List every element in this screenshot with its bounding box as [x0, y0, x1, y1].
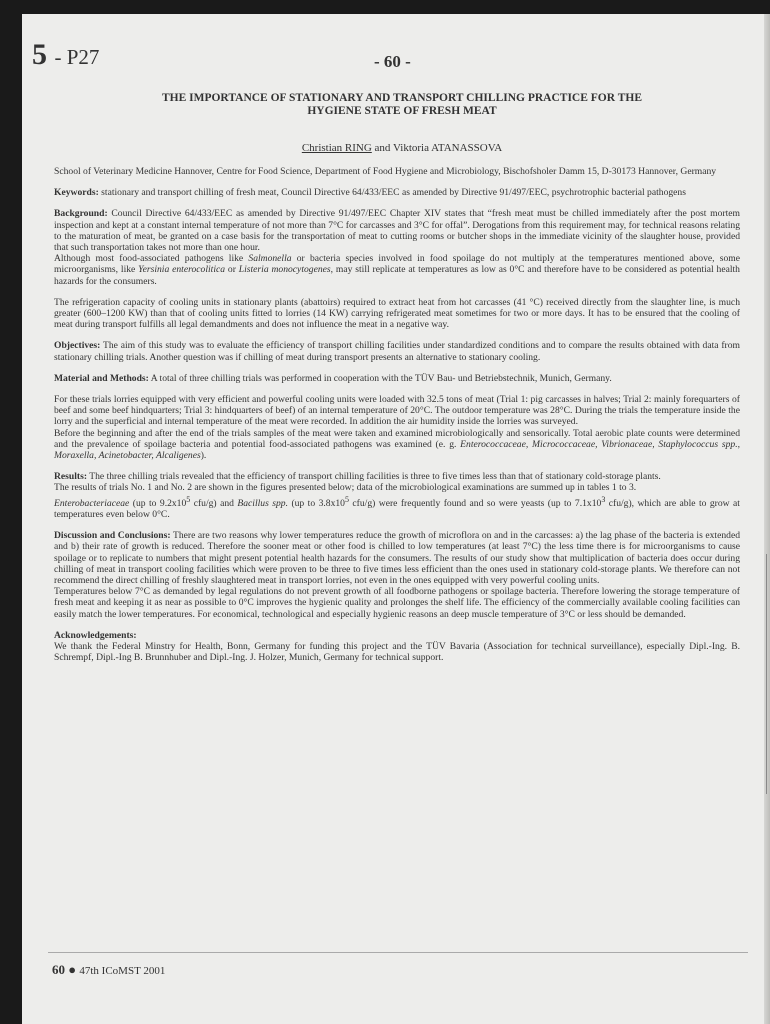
results-text-3d: cfu/g) were frequently found and so were yeasts (up to 7.1x10: [348, 497, 602, 509]
ack-label: Acknowledgements:: [54, 629, 137, 641]
title-line-1: THE IMPORTANCE OF STATIONARY AND TRANSPORT CHILLING PRACTICE FOR THE: [161, 92, 643, 104]
discussion-label: Discussion and Conclusions:: [54, 530, 171, 542]
discussion-text-1: There are two reasons why lower temperatures reduce the growth of microflora on and in the carcasses: a) the lag phase of the bacteria is extended and b) their rate of growth is reduced. Therefore the sooner meat or other food is chilled to low temperatures (at least 7°C) the less time there is for microorganisms to cause spoilage or to replicate to numbers that might present potential health hazards for the consumers. The results of our study show that multiplication of bacteria does occur during chilling of meat in transport cooling facilities which were proven to be three to five times less efficient than the ones used in stationary cold-storage plants. We therefore can not recommend the direct chilling of freshly slaughtered meat in transport lorries, not even in the ones equipped with very powerful cooling units.: [54, 530, 741, 587]
paper-body: [54, 166, 740, 674]
session-number: 5: [32, 38, 47, 71]
background-text-2d: , may still replicate at temperatures as low as 0°C and therefore have to be considered as potential health hazards for the consumers.: [54, 264, 740, 287]
methods-paragraph: [54, 373, 740, 384]
salmonella-term: Salmonella: [248, 253, 292, 265]
results-text-3a: (up to 9.2x10: [129, 497, 187, 509]
footer-rule: [48, 952, 748, 953]
discussion-paragraph-2: Temperatures below 7°C as demanded by legal regulations do not prevent growth of all foodborne pathogens or spoilage bacteria. Therefore lowering the storage temperature of fresh meat and keeping it as near as possible to 0°C improves the hygienic quality and prolonges the shelf life. The efficiency of the commercially available cooling facilities can easily match the lower temperatures. For economical, technological and especially hygienic reasons an deep muscle temperature of 3°C or less should be demanded.: [54, 586, 740, 620]
results-paragraph-3: [54, 494, 740, 521]
methods-text-3b: ).: [200, 450, 207, 462]
methods-text-1: A total of three chilling trials was performed in cooperation with the TÜV Bau- und Betriebstechnik, Munich, Germany.: [148, 372, 612, 384]
methods-label: Material and Methods:: [54, 372, 149, 384]
background-text-2b: or bacteria species involved in food spoilage do not multiply at the temperatures mentioned above, some microorganisms, like: [54, 253, 740, 276]
enterobacteriaceae-term: Enterobacteriaceae: [54, 497, 130, 509]
margin-mark: [766, 554, 770, 794]
bacillus-term: Bacillus spp.: [237, 497, 288, 509]
methods-paragraph-3: [54, 428, 740, 462]
paper-title: [122, 92, 682, 118]
keywords-text: stationary and transport chilling of fresh meat, Council Directive 64/433/EEC as amended by Directive 91/497/EEC, psychrotrophic bacterial pathogens: [98, 187, 686, 199]
keywords-label: Keywords:: [54, 187, 99, 199]
footer-page-number: 60 ●: [52, 962, 77, 977]
results-paragraph: [54, 471, 740, 482]
objectives-paragraph: [54, 340, 740, 362]
session-label: [32, 38, 99, 72]
session-code: - P27: [54, 45, 100, 69]
author-separator: and: [371, 142, 393, 154]
background-text-1: Council Directive 64/433/EEC as amended by Directive 91/497/EEC Chapter XIV states that “fresh meat must be chilled immediately after the post mortem inspection and kept at a constant internal temperature of not more than 7°C for carcasses and 3°C for offal”. Derogations from this requirement may, for technical reasons relating to the maturation of meat, be granted on a case basis for the transportation of meat to cutting rooms or butcher shops in the immediate vicinity of the slaughter house, provided that such transportation takes not more than one hour.: [54, 208, 740, 254]
discussion-paragraph: [54, 530, 740, 586]
page-number-top: - 60 -: [374, 52, 411, 71]
background-paragraph-3: The refrigeration capacity of cooling units in stationary plants (abattoirs) required to extract heat from hot carcasses (41 °C) received directly from the slaughter line, is much greater (600–1200 KW) than that of cooling units fitted to lorries (14 KW) carrying refrigerated meat sometimes for two or more days. It has to be ensured that the cooling of meat during transport fulfills all legal demandments and does not influence the meat in a negative way.: [54, 296, 740, 331]
background-paragraph: [54, 208, 740, 253]
results-text-3e: cfu/g), which are able to grow at temperatures even below 0°C.: [54, 497, 740, 521]
results-text-3c: (up to 3.8x10: [288, 497, 345, 509]
affiliation: School of Veterinary Medicine Hannover, Centre for Food Science, Department of Food Hygiene and Microbiology, Bischofsholer Damm 15, D-30173 Hannover, Germany: [54, 166, 717, 177]
objectives-text: The aim of this study was to evaluate the efficiency of transport chilling facilities under standardized conditions and to compare the results obtained with data from stationary chilling trials. Another question was if chilling of meat during transport presents an alternative to stationary cooling.: [54, 340, 740, 363]
page-footer: [52, 962, 165, 978]
exponent-1: 5: [186, 494, 191, 504]
page-edge: [764, 14, 770, 1024]
methods-paragraph-2: For these trials lorries equipped with very efficient and powerful cooling units were loaded with 32.5 tons of meat (Trial 1: pig carcasses in halves; Trial 2: mainly forequarters of beef and some beef hindquarters; Trial 3: hindquarters of beef) of an internal temperature of 20°C. The outdoor temperature was 28°C. During the trials the temperature inside the lorry and the superficial and internal temperature of the meat were recorded. In addition the air humidity inside the lorries was surveyed.: [54, 394, 740, 428]
authors: [122, 142, 682, 154]
results-text-3b: cfu/g) and: [190, 497, 238, 509]
exponent-3: 3: [601, 494, 606, 504]
keywords-paragraph: [54, 187, 740, 198]
objectives-label: Objectives:: [54, 340, 101, 352]
author-2: Viktoria ATANASSOVA: [392, 142, 503, 154]
background-text-2c: or: [225, 264, 239, 276]
methods-taxa: Enterococcaceae, Micrococcaceae, Vibrionaceae, Staphylococcus spp., Moraxella, Acinetobacter, Alcaligenes: [54, 438, 740, 462]
footer-conference: 47th ICoMST 2001: [79, 965, 166, 977]
ack-paragraph: We thank the Federal Minstry for Health, Bonn, Germany for funding this project and the TÜV Bavaria (Association for technical surveillance), especially Dipl.-Ing. B. Schrempf, Dipl.-Ing B. Brunnhuber and Dipl.-Ing. J. Holzer, Munich, Germany for technical support.: [54, 641, 740, 664]
exponent-2: 5: [344, 494, 349, 504]
background-paragraph-2: [54, 253, 740, 287]
background-label: Background:: [54, 208, 108, 220]
yersinia-term: Yersinia enterocolitica: [138, 264, 226, 276]
paper-page: [22, 14, 770, 1024]
results-paragraph-2: The results of trials No. 1 and No. 2 are shown in the figures presented below; data of the microbiological examinations are summed up in tables 1 to 3.: [54, 482, 637, 494]
listeria-term: Listeria monocytogenes: [238, 264, 331, 276]
results-text-1: The three chilling trials revealed that the efficiency of transport chilling facilities is three to five times less than that of stationary cold-storage plants.: [87, 471, 661, 483]
ack-heading: [54, 630, 740, 641]
results-label: Results:: [54, 471, 88, 483]
background-text-2a: Although most food-associated pathogens like: [54, 253, 249, 265]
author-1: Christian RING: [301, 142, 372, 154]
methods-text-3a: Before the beginning and after the end of the trials samples of the meat were taken and examined microbiologically and sensorically. Total aerobic plate counts were determined and the prevalence of spoilage bacteria and potential food-associated pathogens was examined (e. g.: [54, 427, 740, 450]
title-line-2: HYGIENE STATE OF FRESH MEAT: [307, 105, 497, 117]
